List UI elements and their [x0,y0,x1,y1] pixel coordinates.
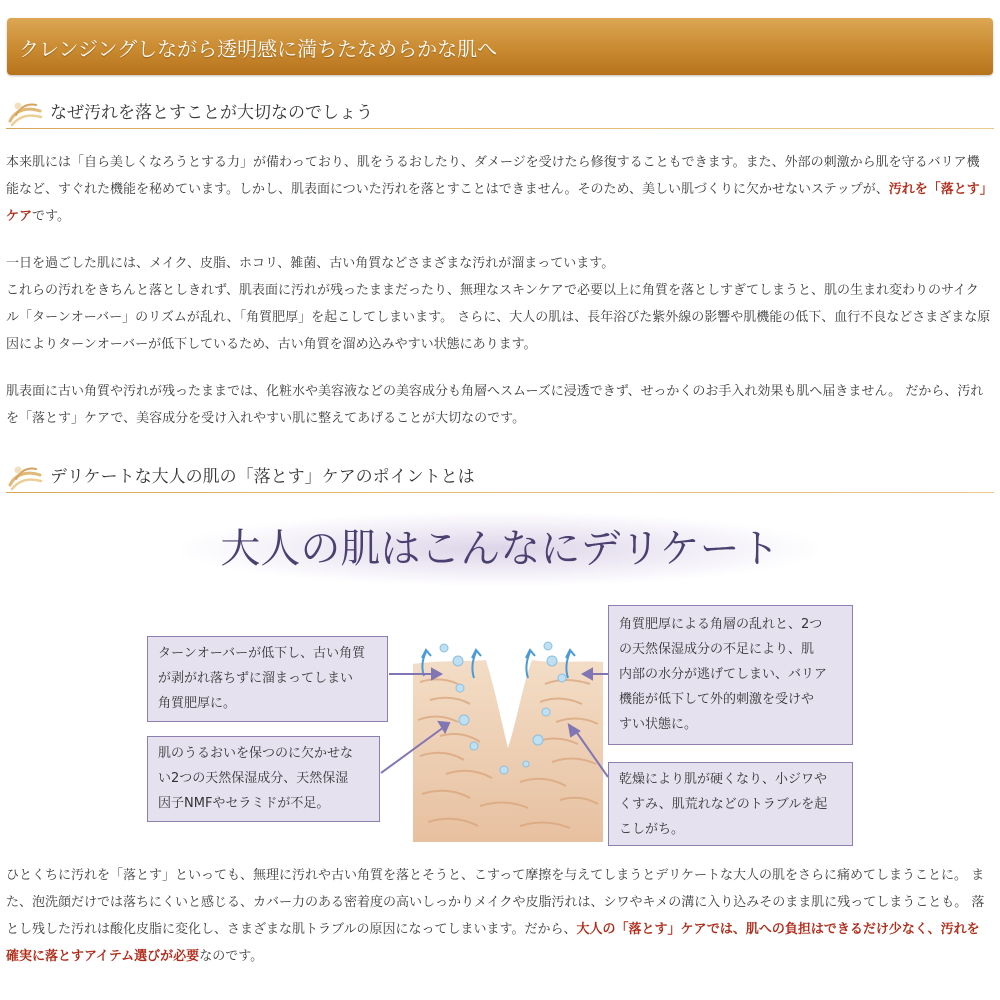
section1-paragraph-1: 本来肌には「自ら美しくなろうとする力」が備わっており、肌をうるおしたり、ダメージを受けたら修復することもできます。また、外部の刺激から肌を守るバリア機能など、すぐれた機能を秘めています。しかし、肌表面についた汚れを落とすことはできません。そのため、美しい肌づくりに欠かせないステップが、汚れを「落とす」ケアです。 [6,155,987,224]
callout-dryness: 乾燥により肌が硬くなり、小ジワや くすみ、肌荒れなどのトラブルを起 こしがち。 [608,762,853,846]
section2-paragraph: ひとくちに汚れを「落とす」といっても、無理に汚れや古い角質を落とそうと、こすって摩擦を与えてしまうとデリケートな大人の肌をさらに痛めてしまうことに。 また、泡洗顔だけでは落ちにくいと感じる、カバー力のある密着度の高いしっかりメイクや皮脂汚れは、シワやキメの溝に入り込みそのまま肌に残ってしまうことも。 落とし残した汚れは酸化皮脂に変化し、さまざまな肌トラブルの原因になってしまいます。だから、大人の「落とす」ケアでは、肌への負担はできるだけ少なく、汚れを確実に落とすアイテム選びが必要なのです。 [6,868,985,964]
illustration-title: 大人の肌はこんなにデリケート [180,512,820,586]
callout-nmf-ceramide: 肌のうるおいを保つのに欠かせな い2つの天然保湿成分、天然保湿 因子NMFやセラミドが不足。 [147,736,380,822]
section1-title: なぜ汚れを落とすことが大切なのでしょう [50,103,373,123]
section1-paragraph-3: 肌表面に古い角質や汚れが残ったままでは、化粧水や美容液などの美容成分も角層へスムーズに浸透できず、せっかくのお手入れ効果も肌へ届きません。 だから、汚れを「落とす」ケアで、美容成分を受け入れやすい肌に整えてあげることが大切なのです。 [6,384,984,426]
section1-paragraph-2: 一日を過ごした肌には、メイク、皮脂、ホコリ、雑菌、古い角質などさまざまな汚れが溜まっています。 これらの汚れをきちんと落としきれず、肌表面に汚れが残ったままだったり、無理なスキンケアで必要以上に角質を落としすぎてしまうと、肌の生まれ変わりのサイクル「ターンオーバー」のリズムが乱れ、「角質肥厚」を起こしてしまいます。 さらに、大人の肌は、長年浴びた紫外線の影響や肌機能の低下、血行不良などさまざまな原因によりターンオーバーが低下しているため、古い角質を溜め込みやすい状態にあります。 [6,256,991,352]
section2-title: デリケートな大人の肌の「落とす」ケアのポイントとは [50,467,475,487]
callout-turnover: ターンオーバーが低下し、古い角質 が剥がれ落ちずに溜まってしまい 角質肥厚に。 [147,636,388,722]
highlight-text: 大人の「落とす」ケアでは、肌への負担はできるだけ少なく、汚れを確実に落とすアイテム選びが必要 [6,922,980,964]
banner-title: クレンジングしながら透明感に満ちたなめらかな肌へ [19,37,498,61]
callout-barrier: 角質肥厚による角層の乱れと、2つ の天然保湿成分の不足により、肌 内部の水分が逃げてしまい、バリア 機能が低下して外的刺激を受けや すい状態に。 [608,605,853,745]
highlight-text: 汚れを「落とす」ケア [6,182,987,224]
